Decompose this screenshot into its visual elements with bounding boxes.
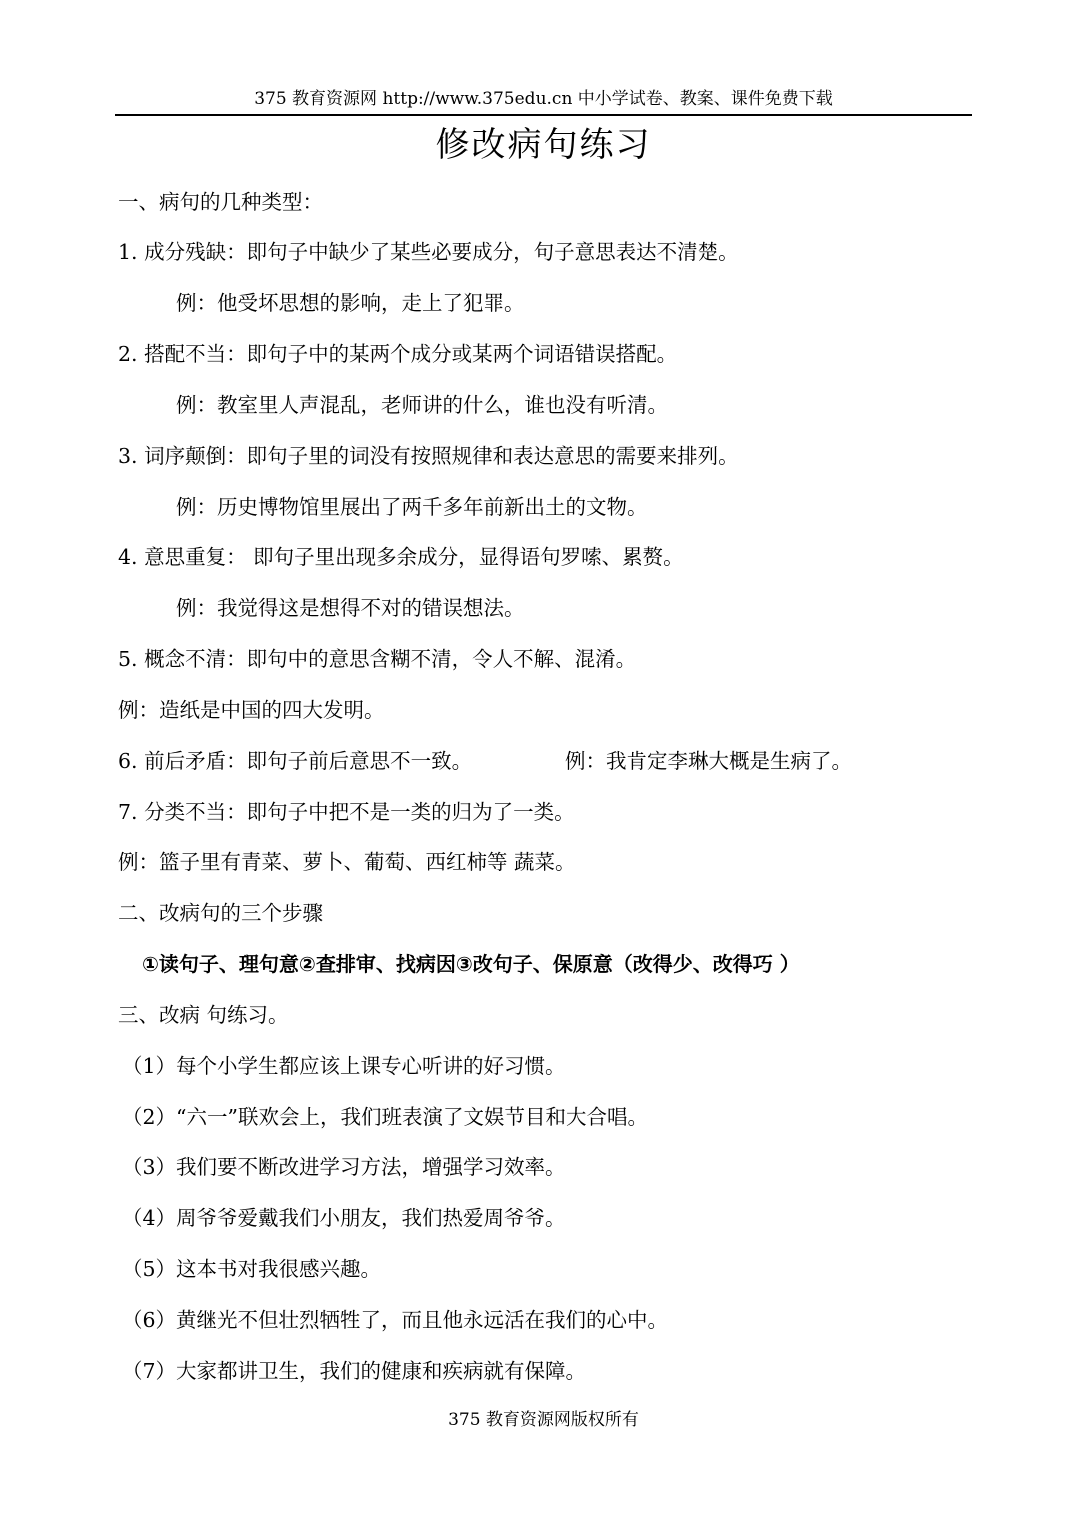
type-example-2: 例：教室里人声混乱，老师讲的什么，谁也没有听清。 — [176, 393, 668, 417]
section-heading-types: 一、病句的几种类型： — [118, 190, 323, 214]
type-example-3: 例：历史博物馆里展出了两千多年前新出土的文物。 — [176, 495, 648, 519]
type-definition-1: 1. 成分残缺：即句子中缺少了某些必要成分，句子意思表达不清楚。 — [118, 240, 739, 264]
exercise-item: （5）这本书对我很感兴趣。 — [122, 1257, 382, 1281]
type-example-6: 例：我肯定李琳大概是生病了。 — [565, 749, 852, 773]
type-definition-6: 6. 前后矛盾：即句子前后意思不一致。 — [118, 749, 473, 773]
type-example-5: 例：造纸是中国的四大发明。 — [118, 698, 385, 722]
header-divider — [115, 114, 972, 116]
type-definition-7: 7. 分类不当：即句子中把不是一类的归为了一类。 — [118, 800, 575, 824]
type-definition-2: 2. 搭配不当：即句子中的某两个成分或某两个词语错误搭配。 — [118, 342, 678, 366]
type-example-1: 例：他受坏思想的影响，走上了犯罪。 — [176, 291, 525, 315]
correction-steps: ①读句子、理句意②查排审、找病因③改句子、保原意（改得少、改得巧 ） — [142, 952, 800, 976]
exercise-item: （3）我们要不断改进学习方法，增强学习效率。 — [122, 1155, 566, 1179]
type-definition-3: 3. 词序颠倒：即句子里的词没有按照规律和表达意思的需要来排列。 — [118, 444, 739, 468]
type-definition-4: 4. 意思重复： 即句子里出现多余成分，显得语句罗嗦、累赘。 — [118, 545, 684, 569]
page-title: 修改病句练习 — [435, 125, 652, 165]
exercise-item: （4）周爷爷爱戴我们小朋友，我们热爱周爷爷。 — [122, 1206, 566, 1230]
page-header: 375 教育资源网 http://www.375edu.cn 中小学试卷、教案、课件免费下载 — [254, 89, 833, 109]
type-example-4: 例：我觉得这是想得不对的错误想法。 — [176, 596, 525, 620]
exercise-item: （6）黄继光不但壮烈牺牲了，而且他永远活在我们的心中。 — [122, 1308, 669, 1332]
type-example-7: 例：篮子里有青菜、萝卜、葡萄、西红柿等 蔬菜。 — [118, 850, 576, 874]
type-definition-5: 5. 概念不清：即句中的意思含糊不清，令人不解、混淆。 — [118, 647, 637, 671]
section-heading-steps: 二、改病句的三个步骤 — [118, 901, 323, 925]
exercise-item: （1）每个小学生都应该上课专心听讲的好习惯。 — [122, 1054, 566, 1078]
exercise-item: （2）“六一”联欢会上，我们班表演了文娱节目和大合唱。 — [122, 1105, 649, 1129]
page-footer: 375 教育资源网版权所有 — [448, 1410, 639, 1430]
section-heading-exercises: 三、改病 句练习。 — [118, 1003, 289, 1027]
exercise-item: （7）大家都讲卫生，我们的健康和疾病就有保障。 — [122, 1359, 587, 1383]
